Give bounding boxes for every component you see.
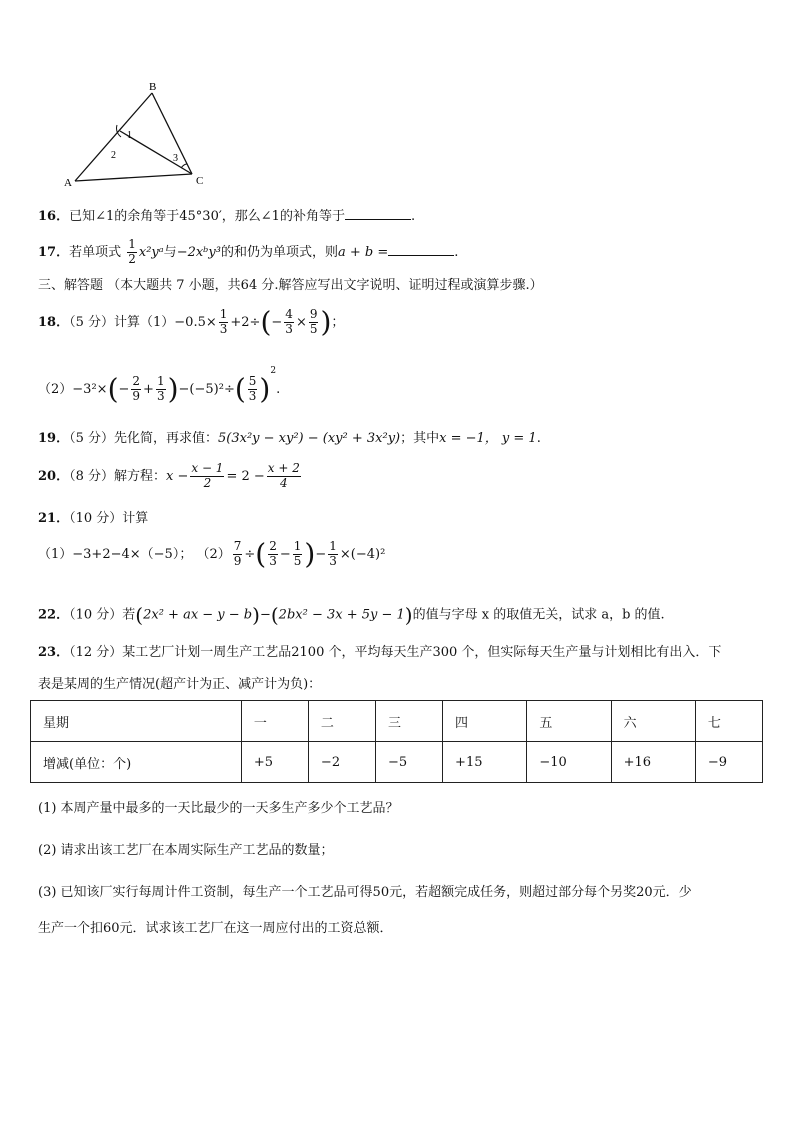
question-18-part-1 bbox=[38, 305, 345, 339]
q20-f1-den: 2 bbox=[203, 475, 212, 490]
q19-end: . bbox=[536, 431, 541, 446]
question-20 bbox=[38, 462, 303, 491]
q21-p2-frac-2 bbox=[268, 540, 278, 569]
q21-p1: （1）−3+2−4×（−5）； bbox=[38, 546, 193, 562]
side-ac bbox=[75, 174, 192, 181]
question-18-part-2 bbox=[38, 366, 280, 404]
q18-p1-f2-num: 4 bbox=[285, 307, 293, 321]
q19-number: 19． bbox=[38, 431, 70, 446]
q19-mid: ；其中 bbox=[400, 431, 440, 446]
paren-close: ) bbox=[167, 372, 179, 406]
q22-expr-2: 2bx² − 3x + 5y − 1 bbox=[278, 607, 405, 623]
q18-p2-frac-1 bbox=[131, 375, 141, 404]
q21-p2-f2-num: 2 bbox=[269, 539, 277, 553]
paren-open: ( bbox=[270, 603, 279, 627]
table-cell: 增减(单位：个) bbox=[31, 742, 242, 783]
triangle-figure bbox=[60, 80, 220, 190]
production-table bbox=[30, 700, 763, 783]
q18-p1-f1-num: 1 bbox=[219, 307, 228, 321]
q18-p2-label: （2） bbox=[38, 382, 73, 397]
q22-minus: − bbox=[259, 607, 271, 623]
q16-answer-blank[interactable] bbox=[345, 207, 411, 220]
q18-p1-f2-den: 3 bbox=[285, 321, 293, 336]
q20-a: x − bbox=[166, 468, 189, 484]
q21-p2-b: − bbox=[279, 546, 291, 562]
table-header-cell: 六 bbox=[611, 701, 695, 742]
q21-p2-frac-1 bbox=[233, 540, 243, 569]
q23-sub-3b: 生产一个扣60元．试求该工艺厂在这一周应付出的工资总额． bbox=[38, 921, 393, 936]
q19-cond: x = −1， y = 1 bbox=[439, 431, 537, 446]
q21-p2-f2-den: 3 bbox=[269, 553, 277, 568]
q21-p2-f1-den: 9 bbox=[233, 553, 242, 568]
q18-p2-f2-num: 1 bbox=[156, 374, 165, 389]
angle-arc-3 bbox=[181, 164, 187, 168]
q18-p2-exp: 2 bbox=[270, 366, 277, 376]
q18-p1-b: +2÷ bbox=[230, 314, 261, 330]
q18-p2-f2-den: 3 bbox=[156, 389, 165, 403]
q23-text: （12 分）某工艺厂计划一周生产工艺品2100 个，平均每天生产300 个，但实际每天生产量与计划相比有出入．下 bbox=[69, 645, 722, 660]
q18-p2-f3-num: 5 bbox=[248, 374, 257, 389]
q16-number: 16． bbox=[38, 209, 70, 224]
q22-points: （10 分）若 bbox=[69, 607, 136, 623]
paren-close: ) bbox=[252, 603, 260, 627]
q18-p2-d: −(−5)²÷ bbox=[178, 382, 235, 397]
side-ab bbox=[75, 93, 152, 181]
q22-post: 的值与字母 x 的取值无关，试求 a，b 的值. bbox=[412, 607, 665, 623]
q20-number: 20． bbox=[38, 468, 70, 484]
q21-p2-f1-num: 7 bbox=[233, 539, 242, 553]
q17-answer-blank[interactable] bbox=[388, 243, 454, 256]
paren-open: ( bbox=[234, 372, 246, 406]
question-19 bbox=[38, 431, 541, 447]
angle-label-3: 3 bbox=[173, 153, 178, 164]
paren-close: ) bbox=[320, 305, 332, 339]
question-23-line-2: 表是某周的生产情况(超产计为正、减产计为负)： bbox=[38, 677, 322, 692]
q21-p2-a: ÷ bbox=[244, 546, 256, 562]
table-cell: +5 bbox=[241, 742, 308, 783]
q21-p2-f4-num: 1 bbox=[329, 539, 337, 553]
q17-monomial-2: −2xᵇy³ bbox=[176, 244, 221, 260]
q18-p2-end: . bbox=[276, 382, 281, 397]
vertex-a: A bbox=[64, 177, 72, 189]
q21-p2-c: − bbox=[315, 546, 327, 562]
q21-p2-d: ×(−4)² bbox=[339, 546, 386, 562]
q20-frac-1 bbox=[190, 462, 224, 491]
question-17 bbox=[38, 238, 458, 267]
q18-p1-f3-num: 9 bbox=[309, 307, 318, 321]
q23-sub-1: (1) 本周产量中最多的一天比最少的一天多生产多少个工艺品？ bbox=[38, 801, 399, 816]
paren-close: ) bbox=[304, 537, 316, 571]
paren-close: ) bbox=[404, 603, 413, 627]
q17-frac-num: 1 bbox=[128, 237, 136, 251]
q16-end: . bbox=[410, 209, 416, 224]
q21-p2-f3-num: 1 bbox=[293, 539, 302, 553]
paren-open: ( bbox=[135, 603, 144, 627]
q21-points: （10 分）计算 bbox=[69, 511, 149, 526]
q17-pre: 若单项式 bbox=[69, 244, 122, 260]
q18-p2-a: −3²× bbox=[72, 382, 108, 397]
paren-open: ( bbox=[107, 372, 119, 406]
q21-p2-f3-den: 5 bbox=[293, 553, 302, 568]
table-header-cell: 星期 bbox=[31, 701, 242, 742]
q21-p2-label: （2） bbox=[196, 546, 231, 562]
table-cell: −5 bbox=[375, 742, 442, 783]
q17-number: 17． bbox=[38, 244, 70, 260]
table-header-cell: 三 bbox=[375, 701, 442, 742]
q18-p1-d: × bbox=[295, 314, 307, 330]
q19-expr: 5(3x²y − xy²) − (xy² + 3x²y) bbox=[218, 431, 401, 446]
q21-number: 21． bbox=[38, 511, 70, 526]
q18-p2-frac-3 bbox=[248, 375, 258, 404]
angle-label-1: 1 bbox=[127, 130, 132, 141]
question-21-heading bbox=[38, 511, 148, 527]
q17-mid: 与 bbox=[163, 244, 177, 260]
table-header-cell: 一 bbox=[241, 701, 308, 742]
q16-text: 已知∠1的余角等于45°30′，那么∠1的补角等于 bbox=[69, 209, 345, 224]
q17-monomial-1: x²yᵃ bbox=[138, 244, 164, 260]
q18-p2-frac-2 bbox=[156, 375, 166, 404]
q23-sub-3a: (3) 已知该厂实行每周计件工资制，每生产一个工艺品可得50元，若超额完成任务，则超过部分每个另奖20元．少 bbox=[38, 885, 692, 900]
q18-p1-a: −0.5× bbox=[174, 314, 217, 330]
q18-p2-f1-den: 9 bbox=[132, 389, 141, 403]
paren-close: ) bbox=[259, 372, 271, 406]
q23-sub-2: (2) 请求出该工艺厂在本周实际生产工艺品的数量； bbox=[38, 843, 334, 858]
paren-open: ( bbox=[255, 537, 267, 571]
table-cell: −10 bbox=[527, 742, 611, 783]
vertex-c: C bbox=[196, 175, 204, 187]
paren-open: ( bbox=[260, 305, 272, 339]
q17-fraction bbox=[127, 238, 137, 267]
q19-points: （5 分）先化简，再求值： bbox=[69, 431, 218, 446]
section-3-heading: 三、解答题 （本大题共 7 小题，共64 分.解答应写出文字说明、证明过程或演算步骤.） bbox=[38, 278, 543, 293]
q21-p2-frac-4 bbox=[328, 540, 338, 569]
q21-p2-f4-den: 3 bbox=[329, 553, 337, 568]
q18-points: （5 分）计算（1） bbox=[69, 314, 175, 330]
q20-frac-2 bbox=[267, 462, 301, 491]
q17-post: 的和仍为单项式，则 bbox=[220, 244, 338, 260]
q18-p1-frac-2 bbox=[284, 308, 294, 337]
q17-expr: a + b = bbox=[337, 244, 389, 260]
q18-number: 18． bbox=[38, 314, 70, 330]
q22-number: 22． bbox=[38, 607, 70, 623]
q23-number: 23． bbox=[38, 645, 70, 660]
table-header-cell: 二 bbox=[308, 701, 375, 742]
q20-f2-num: x + 2 bbox=[267, 461, 300, 475]
angle-label-2: 2 bbox=[111, 150, 116, 161]
q20-f2-den: 4 bbox=[280, 475, 288, 490]
table-row bbox=[31, 742, 763, 783]
q18-p2-f3-den: 3 bbox=[248, 389, 257, 403]
q17-end: . bbox=[454, 244, 459, 260]
q18-p1-frac-1 bbox=[219, 308, 229, 337]
table-header-cell: 七 bbox=[695, 701, 762, 742]
question-16 bbox=[38, 207, 415, 225]
q20-points: （8 分）解方程： bbox=[69, 468, 166, 484]
question-22 bbox=[38, 605, 665, 625]
q18-p2-b: − bbox=[118, 382, 130, 397]
q17-frac-den: 2 bbox=[128, 251, 136, 266]
q21-p2-frac-3 bbox=[293, 540, 303, 569]
question-23 bbox=[38, 645, 721, 661]
table-cell: −9 bbox=[695, 742, 762, 783]
table-cell: +15 bbox=[443, 742, 527, 783]
table-cell: −2 bbox=[308, 742, 375, 783]
vertex-b: B bbox=[149, 81, 157, 93]
table-cell: +16 bbox=[611, 742, 695, 783]
table-header-cell: 五 bbox=[527, 701, 611, 742]
q18-p1-c: − bbox=[271, 314, 283, 330]
question-21-parts bbox=[38, 537, 386, 571]
q18-p1-frac-3 bbox=[309, 308, 319, 337]
table-row bbox=[31, 701, 763, 742]
q20-b: = 2 − bbox=[226, 468, 265, 484]
q18-p1-f1-den: 3 bbox=[219, 321, 228, 336]
q18-p1-end: ； bbox=[331, 314, 345, 330]
table-header-cell: 四 bbox=[443, 701, 527, 742]
q22-expr-1: 2x² + ax − y − b bbox=[143, 607, 253, 623]
q18-p1-f3-den: 5 bbox=[309, 321, 318, 336]
q20-f1-num: x − 1 bbox=[191, 461, 224, 475]
q18-p2-f1-num: 2 bbox=[132, 374, 141, 389]
q18-p2-c: + bbox=[143, 382, 154, 397]
